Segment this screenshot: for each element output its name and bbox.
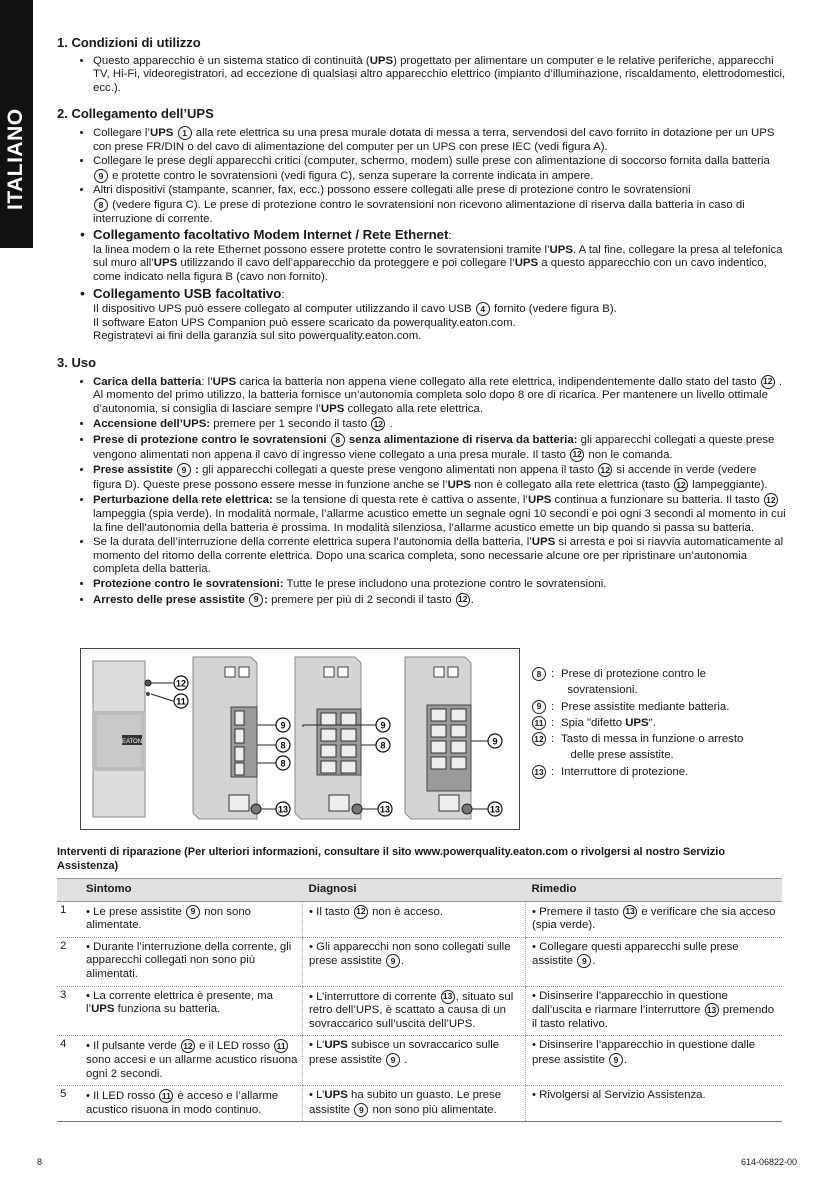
row-number: 2 [57,937,80,986]
callout-number: 9 [94,169,108,183]
table-row [57,937,782,986]
ups-front-view [93,661,173,817]
row-number: 1 [57,901,80,937]
list-item: • Prese di protezione contro le sovratensioni 8 senza alimentazione di riserva da batteria: gli apparecchi collegati a queste prese vengono alimentati non appena il cavo di ingresso viene collegato a una presa murale. Il tasto 12 non le comanda. [93,433,787,462]
callout-number: 12 [570,448,584,462]
symptom-cell: • Le prese assistite 9 non sono alimentate. [80,901,303,937]
row-number: 5 [57,1086,80,1122]
table-row [57,901,782,937]
legend-key: 12 [532,732,546,746]
list-item: • Collegamento facoltativo Modem Internet / Rete Ethernet: la linea modem o la rete Ethernet possono essere protette contro le sovratensioni tramite l’UPS. A tal fine, collegare la presa al telefonica sul muro all’UPS utilizzando il cavo dell’apparecchio da proteggere e poi collegare l’UPS a questo apparecchio con un cavo indentico, come indicato nella figura B (cavo non fornito). [93,228,787,284]
legend-row: 11 : Spia "difetto UPS". [531,715,743,731]
ups-rear-view-2 [295,657,379,819]
symptom-cell: • La corrente elettrica è presente, ma l’UPS funziona su batteria. [80,986,303,1036]
diagnosis-cell: • L’interruttore di corrente 13 , situato sul retro dell’UPS, è scattato a causa di un sovraccarico sull’uscita dell’UPS. [303,986,526,1036]
figure-legend [531,666,743,780]
callout-number: 12 [371,417,385,431]
main-content [57,36,787,619]
list-item: • Prese assistite 9 : gli apparecchi collegati a queste prese vengono alimentati non appena il tasto 12 si accende in verde (vedere figura D). Queste prese possono essere messe in funzione anche se l’UPS non è collegato alla rete elettrica (tasto 12 lampeggiante). [93,463,787,492]
callout-number: 4 [476,302,490,316]
callout-number: 9 [249,593,263,607]
remedy-cell: • Collegare questi apparecchi sulle prese assistite 9 . [526,937,783,986]
callout-number: 12 [761,375,775,389]
callout-13 [488,802,502,816]
section-3-list [57,375,787,608]
svg-text:9: 9 [280,720,286,731]
svg-text:9: 9 [380,720,386,731]
callout-13 [378,802,392,816]
troubleshooting-table [57,878,782,1122]
callout-number: 8 [331,433,345,447]
list-item: • Arresto delle prese assistite 9 : premere per più di 2 secondi il tasto 12 . [93,593,787,608]
list-item: • Carica della batteria: l’UPS carica la batteria non appena viene collegato alla rete elettrica, indipendentemente dallo stato del tasto 12 . Al momento del primo utilizzo, la batteria fornisce un’autonomia completa solo dopo 8 ore di ricarica. Per mantenere un livello ottimale d’autonomia, si consiglia di lasciare sempre l’UPS collegato alla rete elettrica. [93,375,787,417]
document-code: 614-06822-00 [741,1157,798,1167]
callout-9 [276,718,290,732]
section-1-title: 1. Condizioni di utilizzo [57,35,201,50]
legend-key: 8 [532,667,546,681]
ups-drawing [81,649,519,829]
section-3-title: 3. Uso [57,354,97,370]
legend-key: 11 [532,716,546,730]
diagnosis-cell: • L’UPS subisce un sovraccarico sulle prese assistite 9 . [303,1036,526,1086]
legend-row: 8 : Prese di protezione contro le sovratensioni. [531,666,743,699]
diagnosis-cell: • Gli apparecchi non sono collegati sulle prese assistite 9 . [303,937,526,986]
row-number: 4 [57,1036,80,1086]
svg-text:11: 11 [176,696,186,707]
list-item: • Se la durata dell’interruzione della corrente elettrica supera l’autonomia della batteria, l’UPS si arresta e poi si riavvia automaticamente al momento del ritorno della corrente elettrica. Dopo una scarica completa, sono necessarie alcune ore per ripristinare un’autonomia completa della batteria. [93,536,787,577]
legend-key: 9 [532,700,546,714]
list-item: • Collegare le prese degli apparecchi critici (computer, schermo, modem) sulle prese con alimentazione di soccorso fornita dalla batteria 9 e protette contro le sovratensioni (vedi figura C), senza superare la corrente indicata in ampere. [93,155,787,183]
legend-row: 13 : Interruttore di protezione. [531,764,743,780]
list-item: • Questo apparecchio è un sistema statico di continuità (UPS) progettato per alimentare un computer e le relative periferiche, apparecchi TV, Hi-Fi, videoregistratori, ad eccezione di qualsiasi altro apparecchio elettrico (impianto d’illuminazione, riscaldamento, elettrodomestici, ecc.). [93,55,787,96]
row-number: 3 [57,986,80,1036]
table-header-row [57,879,782,902]
ups-illustration [80,648,520,830]
callout-number: 12 [674,478,688,492]
svg-text:13: 13 [277,804,289,815]
power-button [145,680,151,686]
svg-text:8: 8 [280,740,286,751]
header-remedy: Rimedio [526,879,783,902]
callout-9 [376,718,390,732]
callout-8 [276,738,290,752]
svg-text:9: 9 [492,736,498,747]
list-item: • Altri dispositivi (stampante, scanner, fax, ecc.) possono essere collegati alle prese di protezione contro le sovratensioni 8 (vedere figura C). Le prese di protezione contro le sovratensioni non ricevono alimentazione di riserva dalla batteria in caso di interruzione di corrente. [93,184,787,226]
callout-13 [276,802,290,816]
list-item: • Accensione dell’UPS: premere per 1 secondo il tasto 12 . [93,417,787,432]
table-row [57,986,782,1036]
list-item: • Perturbazione della rete elettrica: se la tensione di questa rete è cattiva o assente, l’UPS continua a funzionare su batteria. Il tasto 12 lampeggia (spia verde). In modalità normale, l’allarme acustico emette un segnale ogni 10 secondi e poi ogni 3 secondi al momento in cui la fine dell’autonomia della batteria è prossima. In modalità silenziosa, l’allarme acustico emette un bip quando si passa su batteria. [93,493,787,535]
callout-number: 1 [178,126,192,140]
remedy-cell: • Disinserire l’apparecchio in questione dall’uscita e riarmare l’interruttore 13 premendo il tasto relativo. [526,986,783,1036]
diagnosis-cell: • Il tasto 12 non è acceso. [303,901,526,937]
legend-row: 12 : Tasto di messa in funzione o arresto delle prese assistite. [531,731,743,764]
callout-9 [488,734,502,748]
section-1-list [57,55,787,96]
eaton-logo-text: EATON [121,739,143,745]
list-item: • Protezione contro le sovratensioni: Tutte le prese includono una protezione contro le sovratensioni. [93,578,787,592]
legend-row: 9 : Prese assistite mediante batteria. [531,699,743,715]
callout-number: 9 [177,463,191,477]
callout-8 [276,756,290,770]
ups-rear-view-1 [193,657,277,819]
svg-text:8: 8 [380,740,386,751]
callout-number: 8 [94,198,108,212]
fault-led [146,692,150,696]
ups-rear-view-3 [405,657,489,819]
legend-key: 13 [532,765,546,779]
callout-12 [174,676,188,690]
remedy-cell: • Rivolgersi al Servizio Assistenza. [526,1086,783,1122]
remedy-cell: • Disinserire l’apparecchio in questione dalle prese assistite 9 . [526,1036,783,1086]
symptom-cell: • Il pulsante verde 12 e il LED rosso 11 sono accesi e un allarme acustico risuona ogni 2 secondi. [80,1036,303,1086]
language-side-tab [0,0,33,248]
language-label: ITALIANO [4,108,27,210]
page-number: 8 [37,1157,43,1167]
section-2-title: 2. Collegamento dell’UPS [57,106,214,122]
table-row [57,1036,782,1086]
callout-number: 12 [598,463,612,477]
table-row [57,1086,782,1122]
callout-number: 12 [764,493,778,507]
svg-text:8: 8 [280,758,286,769]
callout-11 [174,694,188,708]
callout-8 [376,738,390,752]
callout-number: 12 [456,593,470,607]
section-2-list [57,126,787,344]
header-num [57,879,80,902]
header-diagnosis: Diagnosi [303,879,526,902]
svg-text:13: 13 [379,804,391,815]
symptom-cell: • Durante l’interruzione della corrente, gli apparecchi collegati non sono più alimentati. [80,937,303,986]
list-item: • Collegamento USB facoltativo: Il dispositivo UPS può essere collegato al computer utilizzando il cavo USB 4 fornito (vedere figura B). Il software Eaton UPS Companion può essere scaricato da powerquality.eaton.com. Registratevi ai fini della garanzia sul sito powerquality.eaton.com. [93,287,787,344]
header-symptom: Sintomo [80,879,303,902]
repair-heading: Interventi di riparazione (Per ulteriori informazioni, consultare il sito www.powerquality.eaton.com o rivolgersi al nostro Servizio Assistenza) [57,846,726,872]
symptom-cell: • Il LED rosso 11 è acceso e l’allarme acustico risuona in modo continuo. [80,1086,303,1122]
remedy-cell: • Premere il tasto 13 e verificare che sia acceso (spia verde). [526,901,783,937]
list-item: • Collegare l’UPS 1 alla rete elettrica su una presa murale dotata di messa a terra, servendosi del cavo fornito in dotazione per un UPS con prese FR/DIN o del cavo di alimentazione del computer per un UPS con prese IEC (vedi figura A). [93,126,787,154]
diagnosis-cell: • L’UPS ha subito un guasto. Le prese assistite 9 non sono più alimentate. [303,1086,526,1122]
svg-text:12: 12 [175,678,187,689]
svg-text:13: 13 [489,804,501,815]
